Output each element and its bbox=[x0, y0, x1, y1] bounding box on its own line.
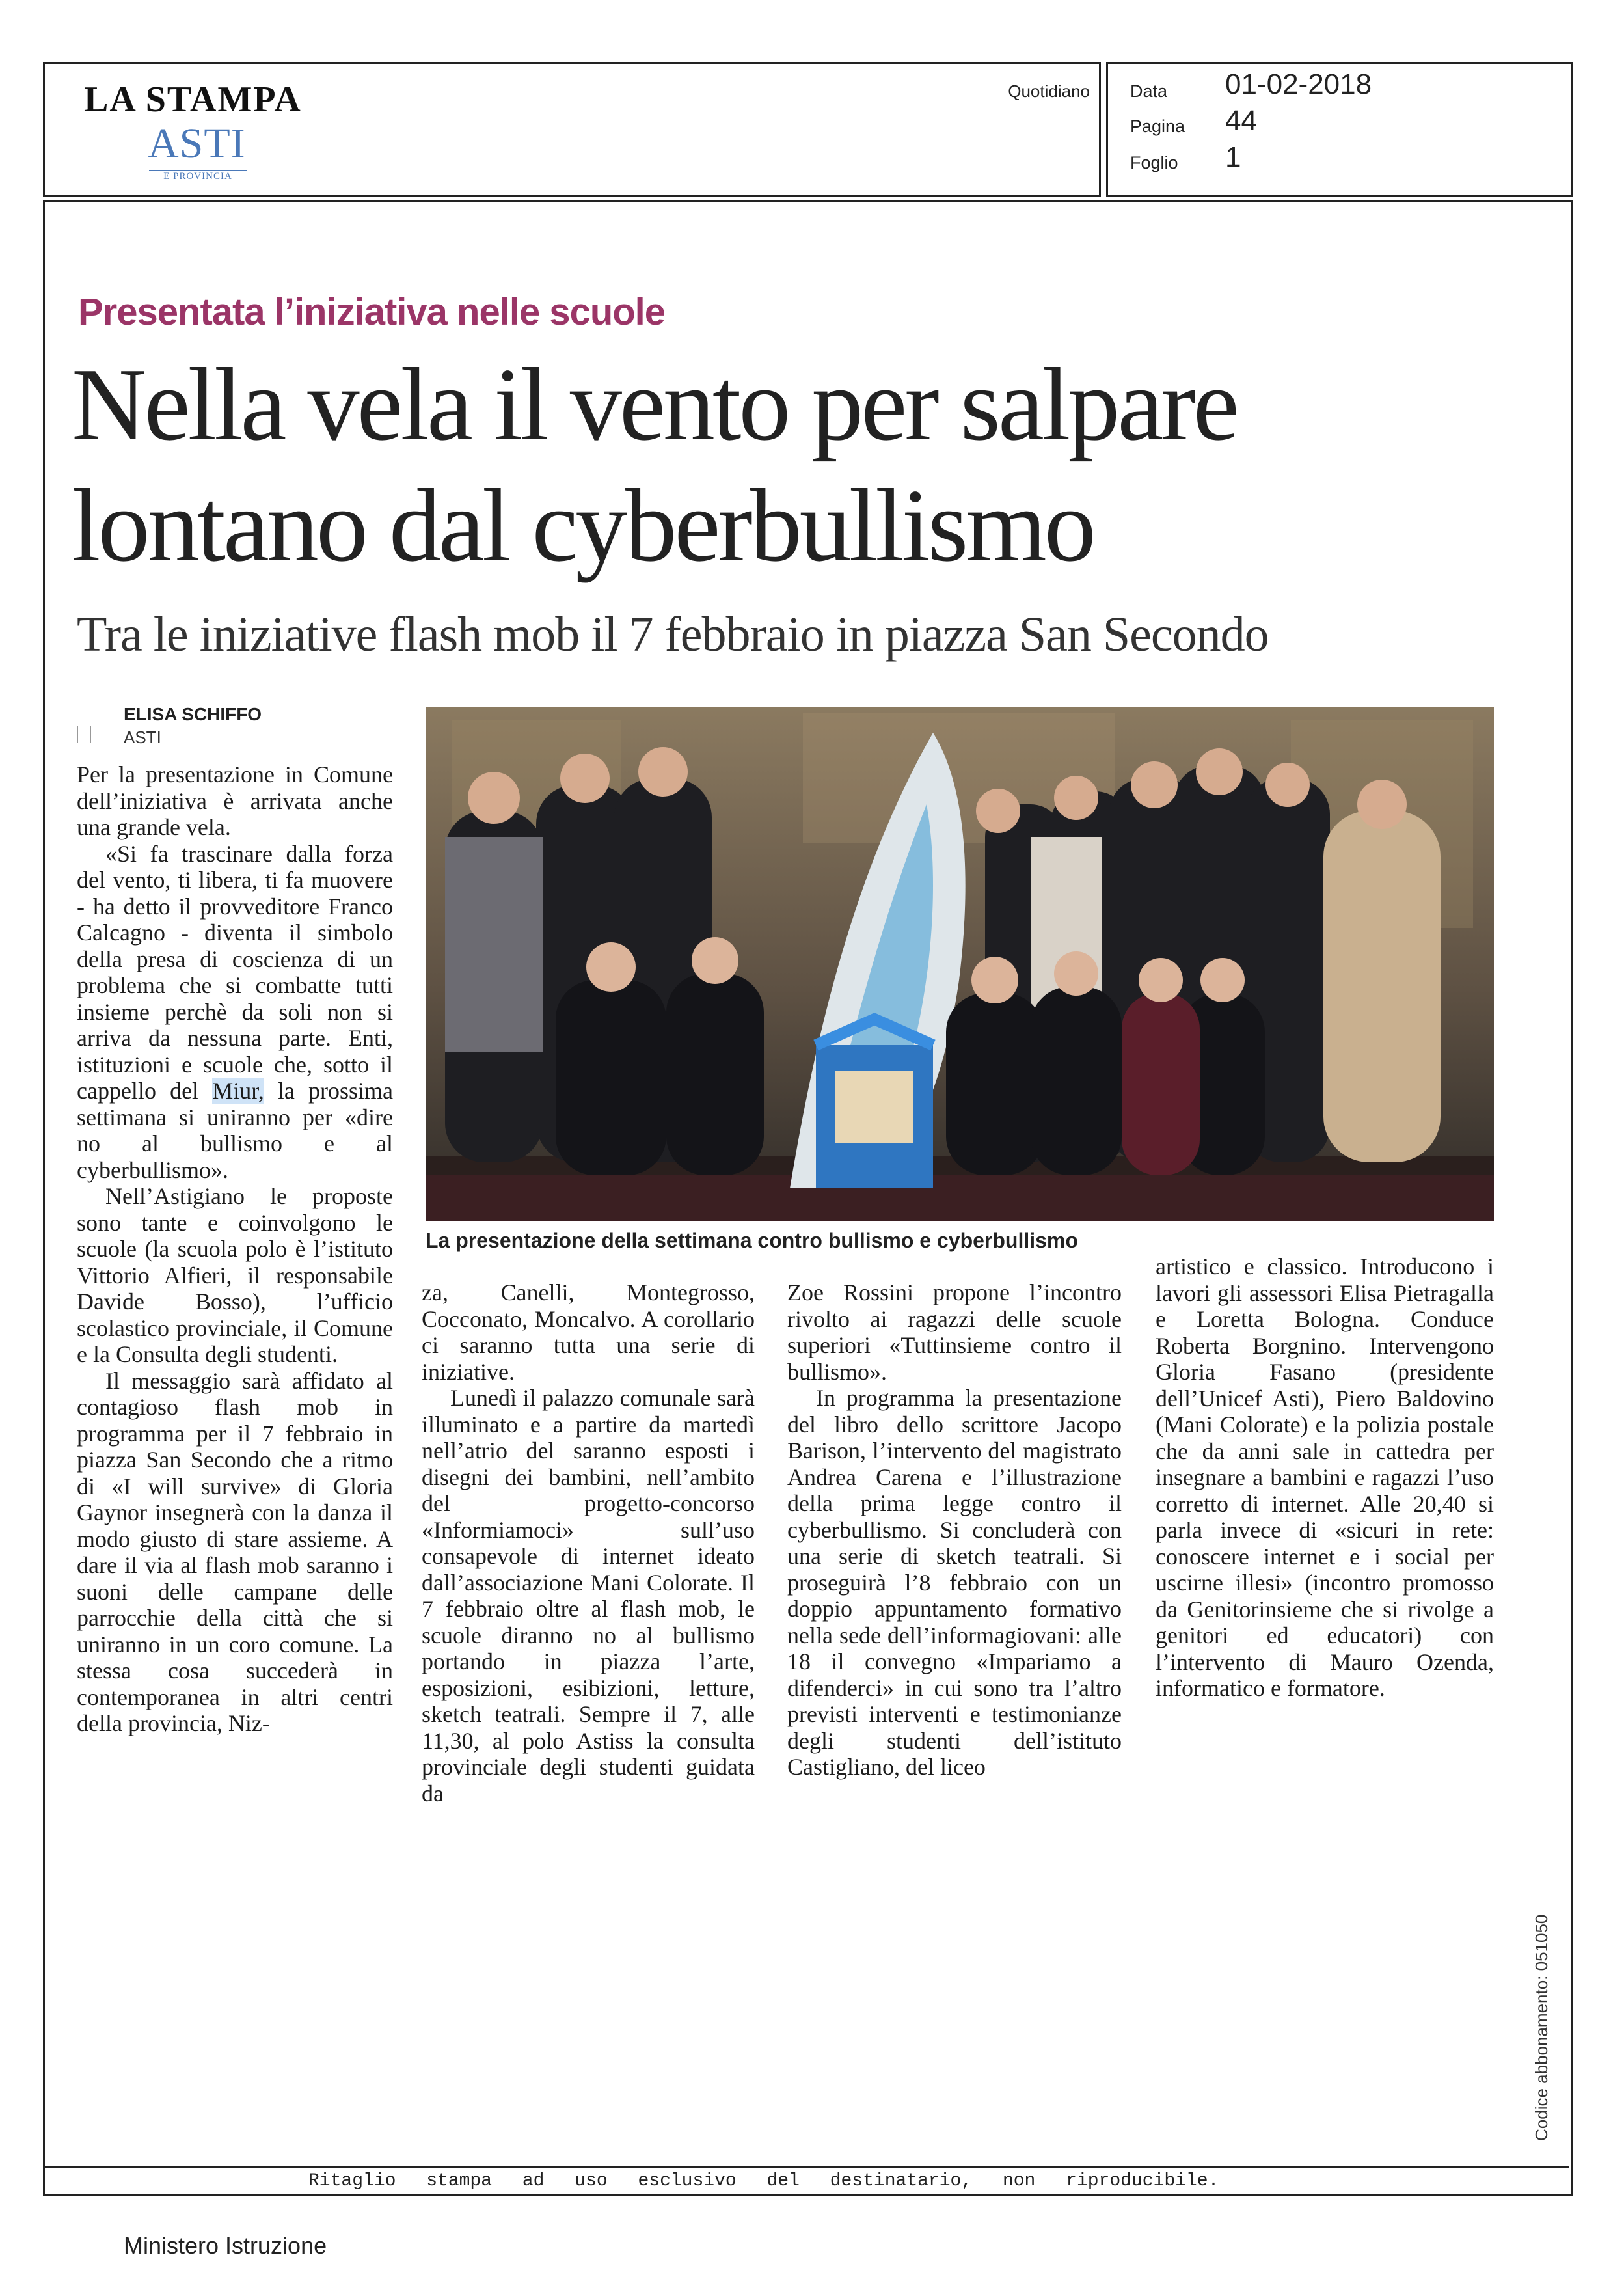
article-subheadline: Tra le iniziative flash mob il 7 febbraio in piazza San Secondo bbox=[77, 607, 1269, 662]
text-column-2 bbox=[422, 1279, 755, 1807]
ministry-label: Ministero Istruzione bbox=[124, 2232, 327, 2259]
group-photo-illustration bbox=[426, 707, 1494, 1221]
paragraph: Nell’Astigiano le proposte sono tante e coinvolgono le scuole (la scuola polo è l’istituto Vittorio Alfieri, il responsabile Davide Bosso), l’ufficio scolastico provinciale, il Comune e la Consulta degli studenti. bbox=[77, 1183, 393, 1367]
paragraph: Il messaggio sarà affidato al contagioso flash mob in programma per il 7 febbraio in piazza San Secondo che a ritmo di «I will survive» di Gloria Gaynor insegnerà con la danza il modo giusto di stare assieme. A dare il via al flash mob saranno i suoni delle campane delle parrocchie della città che si uniranno in un coro comune. La stessa cosa succederà in contemporanea in altri centri della provincia, Niz- bbox=[77, 1367, 393, 1736]
edition-sublogo: E PROVINCIA bbox=[149, 170, 247, 182]
paragraph: Zoe Rossini propone l’incontro rivolto ai ragazzi delle scuole superiori «Tuttinsieme contro il bullismo». bbox=[787, 1279, 1122, 1385]
headline-line-1: Nella vela il vento per salpare bbox=[72, 346, 1237, 462]
clipping-notice: Ritaglio stampa ad uso esclusivo del destinatario, non riproducibile. bbox=[308, 2171, 1219, 2191]
date-label: Data bbox=[1130, 81, 1168, 101]
edition-logo: ASTI bbox=[148, 120, 246, 167]
highlighted-word: Miur, bbox=[212, 1078, 264, 1104]
paragraph: In programma la presentazione del libro dello scrittore Jacopo Barison, l’intervento del magistrato Andrea Carena e l’illustrazione della prima legge contro il cyberbullismo. Si concluderà con una serie di sketch teatrali. Si proseguirà l’8 febbraio con un doppio appuntamento formativo nella sede dell’informagiovani: alle 18 il convegno «Impariamo a difenderci» in cui sono tra l’altro previsti interventi e testimonianze degli studenti dell’istituto Castigliano, del liceo bbox=[787, 1385, 1122, 1780]
text-column-3 bbox=[787, 1279, 1122, 1781]
text-column-4 bbox=[1156, 1253, 1494, 1702]
newspaper-logo: LA STAMPA bbox=[84, 79, 302, 120]
article-kicker: Presentata l’iniziativa nelle scuole bbox=[78, 291, 666, 333]
masthead-box bbox=[43, 62, 1101, 197]
subscription-code: Codice abbonamento: 051050 bbox=[1532, 1914, 1551, 2141]
paragraph-text: la prossima settimana si uniranno per «dire no al bullismo e al cyberbullismo». bbox=[77, 1078, 393, 1183]
paragraph: za, Canelli, Montegrosso, Cocconato, Moncalvo. A corollario ci saranno tutta una serie di iniziative. bbox=[422, 1279, 755, 1385]
byline-author: ELISA SCHIFFO bbox=[124, 704, 262, 724]
headline-line-2: lontano dal cyberbullismo bbox=[72, 467, 1094, 583]
page-label: Pagina bbox=[1130, 116, 1185, 136]
metadata-box bbox=[1106, 62, 1573, 197]
article-photo bbox=[426, 707, 1494, 1221]
footer-divider bbox=[43, 2166, 1569, 2168]
sheet-label: Foglio bbox=[1130, 153, 1178, 172]
page-value: 44 bbox=[1225, 105, 1257, 137]
paragraph: Per la presentazione in Comune dell’iniziativa è arrivata anche una grande vela. bbox=[77, 761, 393, 840]
paragraph: artistico e classico. Introducono i lavori gli assessori Elisa Pietragalla e Loretta Bologna. Conduce Roberta Borgnino. Intervengono Gloria Fasano (presidente dell’Unicef Asti), Piero Baldovino (Mani Colorate) e la polizia postale che da anni sale in cattedra per insegnare a bambini e ragazzi l’uso corretto di internet. Alle 20,40 si parla invece di «sicuri in rete: conoscere internet e i social per uscirne illesi» (incontro promosso da Genitorinsieme che si rivolge a genitori ed educatori) con l’intervento di Mauro Ozenda, informatico e formatore. bbox=[1156, 1253, 1494, 1701]
text-column-1 bbox=[77, 761, 393, 2030]
byline-icon bbox=[77, 726, 91, 743]
publication-type: Quotidiano bbox=[1008, 81, 1090, 101]
date-value: 01-02-2018 bbox=[1225, 68, 1372, 100]
sheet-value: 1 bbox=[1225, 141, 1241, 173]
paragraph: Lunedì il palazzo comunale sarà illuminato e a partire da martedì nell’atrio del saranno esposti i disegni dei bambini, nell’ambito del progetto-concorso «Informiamoci» sull’uso consapevole di internet ideato dall’associazione Mani Colorate. Il 7 febbraio oltre al flash mob, le scuole diranno no al bullismo portando in piazza l’arte, esposizioni, esibizioni, letture, sketch teatrali. Sempre il 7, alle 11,30, al polo Astiss la consulta provinciale degli studenti guidata da bbox=[422, 1385, 755, 1807]
byline-city: ASTI bbox=[124, 728, 161, 747]
paragraph-text: «Si fa trascinare dalla forza del vento, ti libera, ti fa muovere - ha detto il provveditore Franco Calcagno - diventa il simbolo della presa di coscienza di un problema che si combatte tutti insieme perchè da soli non si arriva da nessuna parte. Enti, istituzioni e scuole che, sotto il cappello del bbox=[77, 840, 393, 1104]
paragraph bbox=[77, 841, 393, 1184]
article-headline bbox=[72, 344, 1503, 586]
photo-caption: La presentazione della settimana contro bullismo e cyberbullismo bbox=[426, 1229, 1078, 1252]
